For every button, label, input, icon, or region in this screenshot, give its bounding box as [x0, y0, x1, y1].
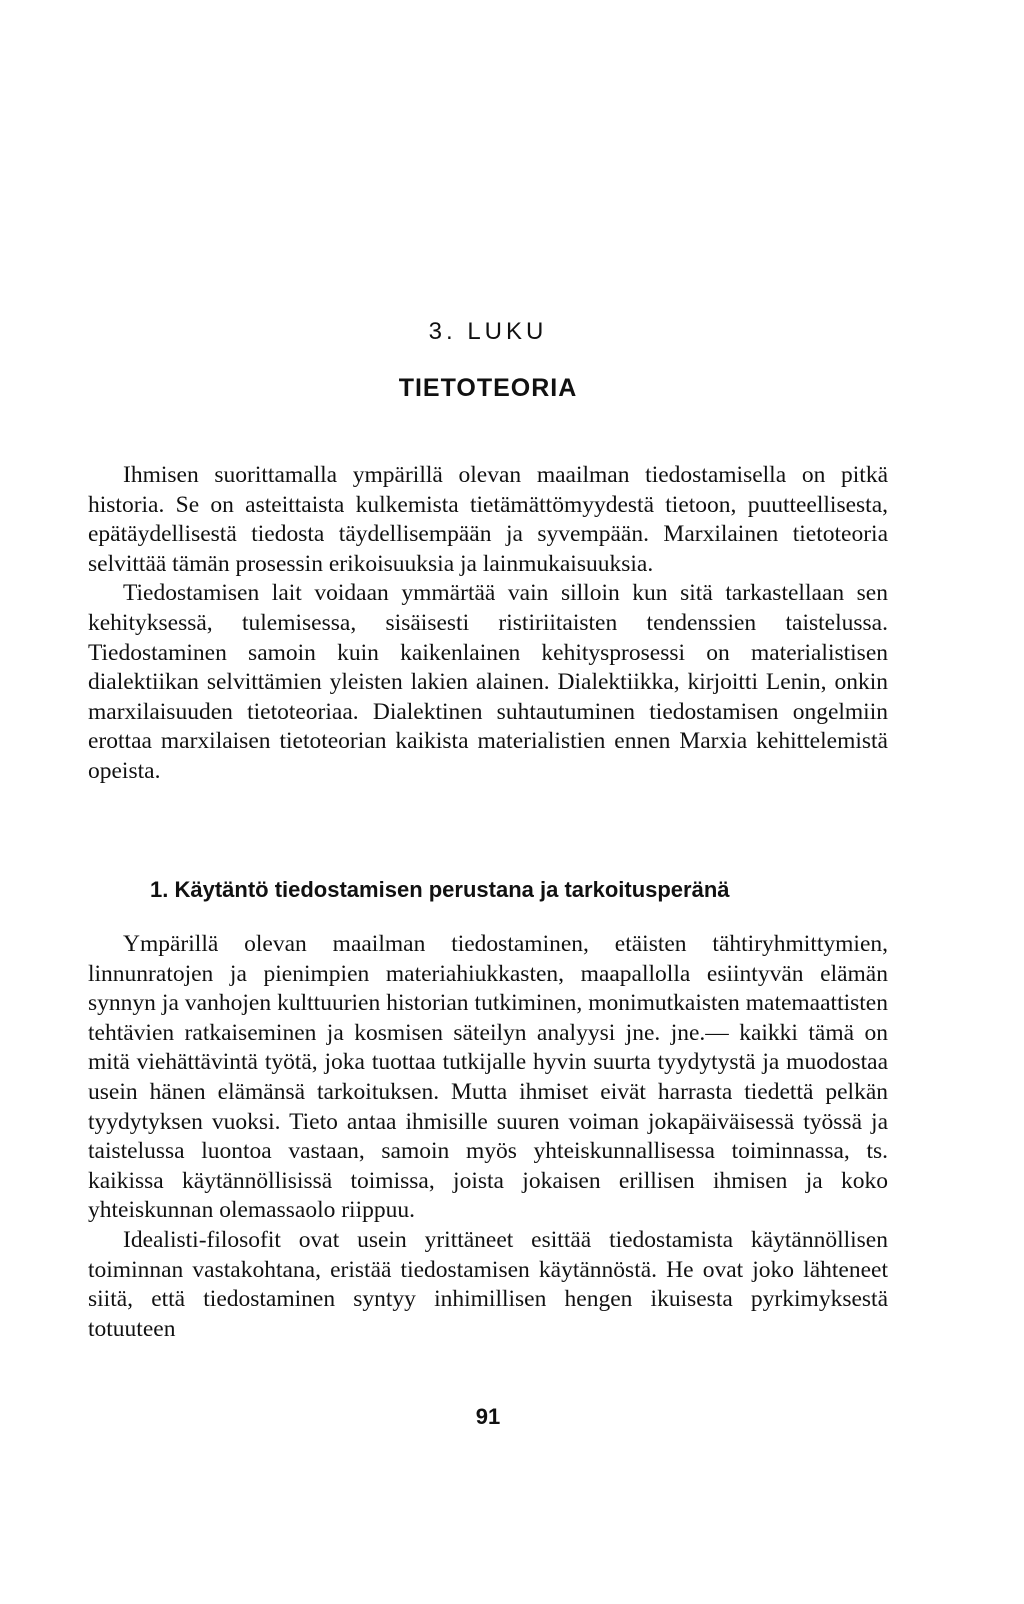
chapter-title: TIETOTEORIA	[398, 374, 578, 402]
section-paragraph: Ympärillä olevan maailman tiedostaminen, etäisten tähtiryhmittymien, linnunratojen ja pienimpien materiahiukkasten, maapallolla esiintyvän elämän synnyn ja vanhojen kulttuurien historian tutkiminen, monimutkaisten matemaattisten tehtävien ratkaiseminen ja kosmisen säteilyn analyysi jne. jne.— kaikki tämä on mitä viehättävintä työtä, joka tuottaa tutkijalle hyvin suurta tyydytystä ja muodostaa usein hänen elämänsä tarkoituksen. Mutta ihmiset eivät harrasta tiedettä pelkän tyydytyksen vuoksi. Tieto antaa ihmisille suuren voiman jokapäiväisessä työssä ja taistelussa luontoa vastaan, samoin myös yhteiskunnallisessa toiminnassa, ts. kaikissa käytännöllisissä toimissa, joista jokaisen erillisen ihmisen ja koko yhteiskunnan olemassaolo riippuu.	[88, 931, 888, 1224]
book-page	[88, 0, 888, 1604]
page-number: 91	[475, 1404, 501, 1429]
section-heading: 1. Käytäntö tiedostamisen perustana ja tarkoitusperänä	[150, 877, 730, 902]
chapter-intro	[88, 461, 888, 787]
intro-paragraph: Ihmisen suorittamalla ympärillä olevan maailman tiedostamisella on pitkä historia. Se on asteittaista kulkemista tietämättömyydestä tietoon, puutteellisesta, epätäydellisestä tiedosta täydellisempään ja syvempään. Marxilainen tietoteoria selvittää tämän prosessin erikoisuuksia ja lainmukaisuuksia.	[88, 462, 888, 577]
chapter-number: 3. LUKU	[428, 318, 548, 345]
intro-paragraph: Tiedostamisen lait voidaan ymmärtää vain silloin kun sitä tarkastellaan sen kehityksessä, tulemisessa, sisäisesti ristiriitaisten tendenssien taistelussa. Tiedostaminen samoin kuin kaikenlainen kehitysprosessi on materialistisen dialektiikan selvittämien yleisten lakien alainen. Dialektiikka, kirjoitti Lenin, onkin marxilaisuuden tietoteoriaa. Dialektinen suhtautuminen tiedostamisen ongelmiin erottaa marxilaisen tietoteorian kaikista materialistien ennen Marxia kehittelemistä opeista.	[88, 580, 888, 784]
section-paragraph: Idealisti-filosofit ovat usein yrittäneet esittää tiedostamista käytännöllisen toiminnan vastakohtana, eristää tiedostamisen käytännöstä. He ovat joko lähteneet siitä, että tiedostaminen syntyy inhimillisen hengen ikuisesta pyrkimyksestä totuuteen	[88, 1226, 888, 1342]
section-1	[88, 876, 888, 1344]
